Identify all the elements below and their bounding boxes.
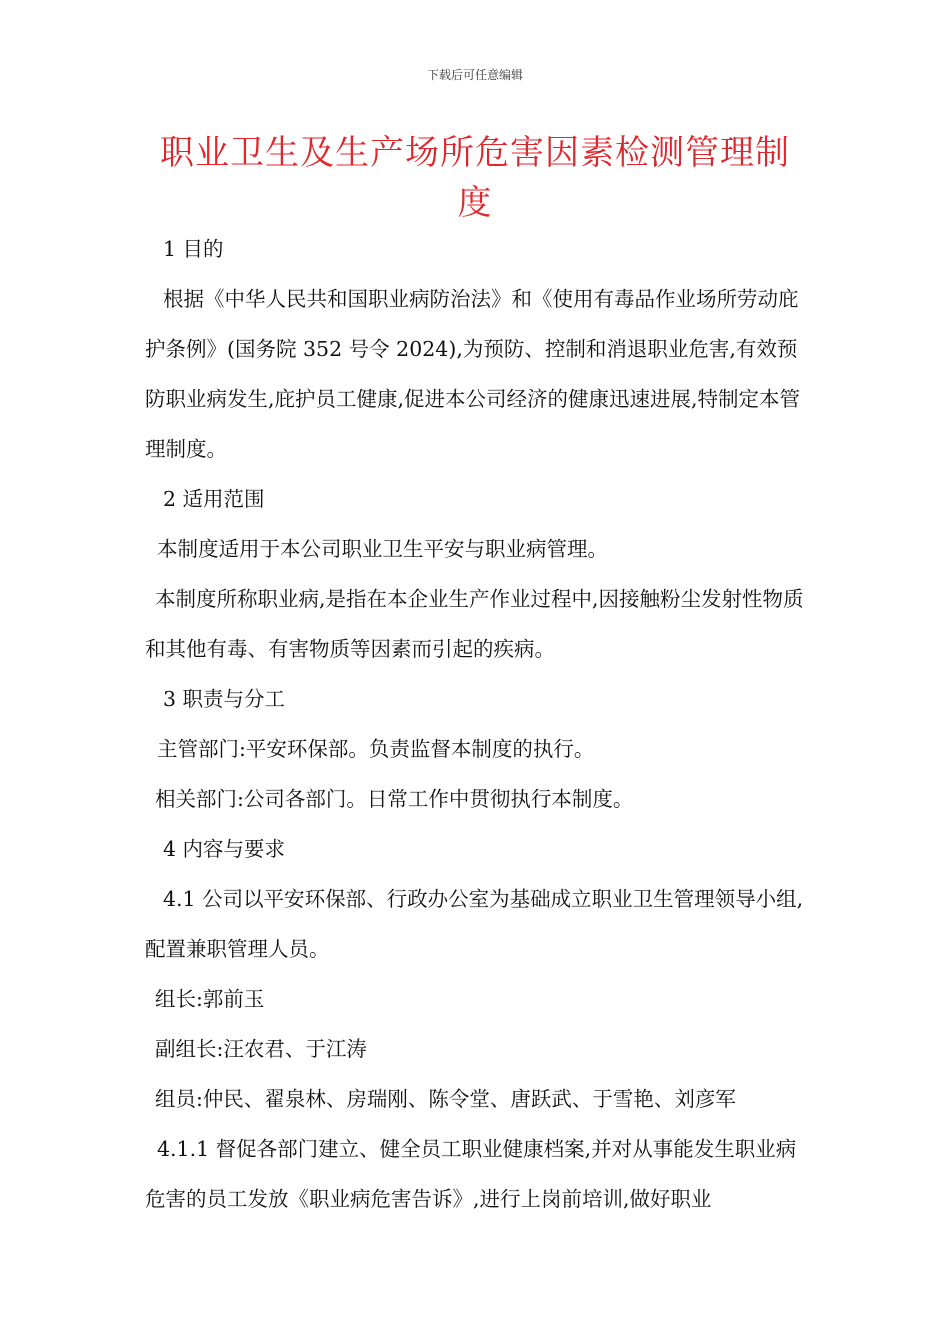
- header-note: 下载后可任意编辑: [426, 68, 523, 82]
- paragraph-deputy-leader: 副组长:汪农君、于江涛: [155, 1037, 367, 1061]
- document-title: 职业卫生及生产场所危害因素检测管理制度: [160, 133, 790, 223]
- paragraph-team-members: 组员:仲民、翟泉林、房瑞刚、陈令堂、唐跃武、于雪艳、刘彦军: [155, 1087, 736, 1111]
- paragraph-purpose: 根据《中华人民共和国职业病防治法》和《使用有毒品作业场所劳动庇护条例》(国务院 352 号令 2024),为预防、控制和消退职业危害,有效预防职业病发生,庇护员工健康,促进本公司经济的健康迅速进展,特制定本管理制度。: [145, 287, 801, 461]
- paragraph-responsible-dept: 主管部门:平安环保部。负责监督本制度的执行。: [157, 737, 595, 761]
- document-body: [145, 224, 810, 1224]
- section-heading-responsibilities: 3 职责与分工: [163, 687, 286, 711]
- section-heading-scope: 2 适用范围: [163, 487, 265, 511]
- section-heading-content: 4 内容与要求: [163, 837, 286, 861]
- section-heading-purpose: 1 目的: [163, 237, 224, 261]
- paragraph-occupational-disease-definition: 本制度所称职业病,是指在本企业生产作业过程中,因接触粉尘发射性物质和其他有毒、有害物质等因素而引起的疾病。: [145, 587, 804, 661]
- paragraph-scope: 本制度适用于本公司职业卫生平安与职业病管理。: [157, 537, 608, 561]
- paragraph-related-dept: 相关部门:公司各部门。日常工作中贯彻执行本制度。: [155, 787, 634, 811]
- paragraph-team-leader: 组长:郭前玉: [155, 987, 265, 1011]
- paragraph-4-1: 4.1 公司以平安环保部、行政办公室为基础成立职业卫生管理领导小组,配置兼职管理人员。: [145, 887, 804, 961]
- paragraph-4-1-1: 4.1.1 督促各部门建立、健全员工职业健康档案,并对从事能发生职业病危害的员工发放《职业病危害告诉》,进行上岗前培训,做好职业: [145, 1137, 797, 1211]
